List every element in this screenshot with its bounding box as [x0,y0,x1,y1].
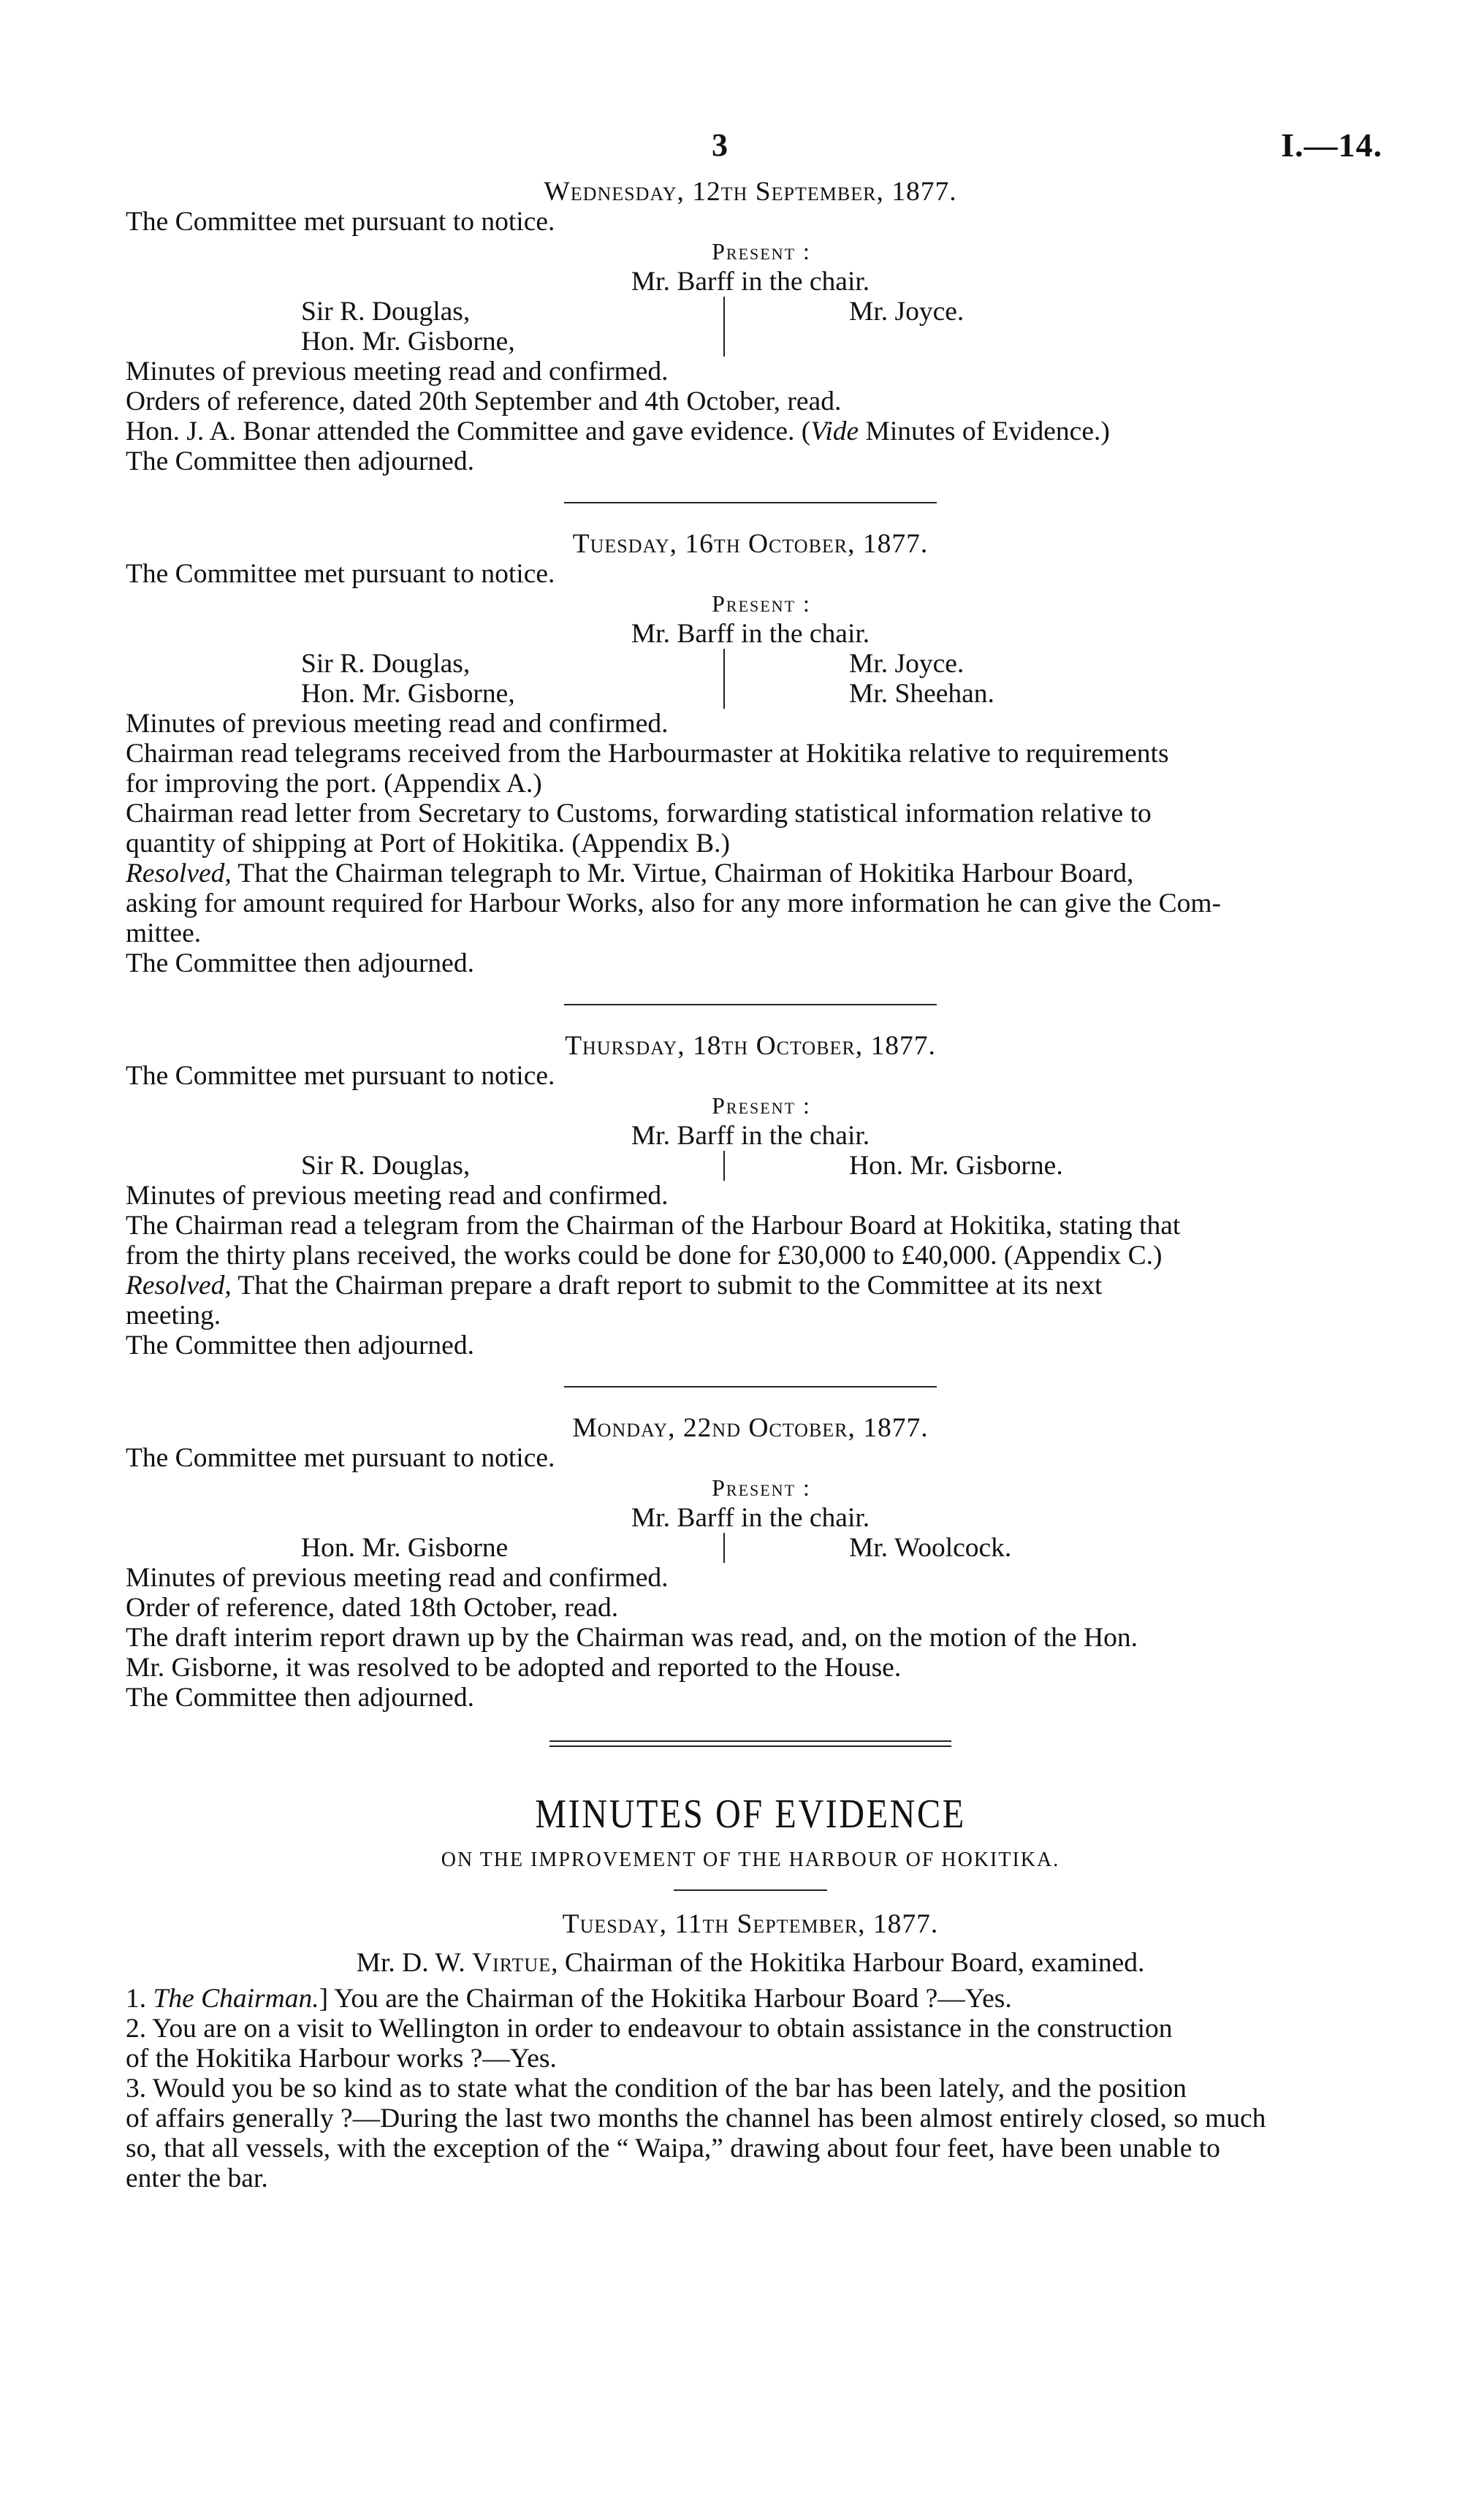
minutes-line: Minutes of previous meeting read and confirmed. [126,1563,669,1593]
resolution-line: asking for amount required for Harbour Works, also for any more information he can give the Com- [126,888,1221,918]
evidence-text: Hon. J. A. Bonar attended the Committee and gave evidence. ( [126,416,811,446]
meeting-date: Wednesday, 12th September, 1877. [544,177,957,207]
question-1 [126,1984,1375,2014]
meeting-opening: The Committee met pursuant to notice. [126,1443,555,1473]
member-name: Hon. Mr. Gisborne, [301,327,515,357]
resolution-line [126,1271,1375,1301]
paragraph-line: The Chairman read a telegram from the Chairman of the Harbour Board at Hokitika, stating that [126,1211,1181,1241]
meeting-opening: The Committee met pursuant to notice. [126,207,555,237]
title-divider [674,1889,827,1891]
witness-prefix: Mr. D. W. [356,1948,473,1978]
section-divider [564,1386,937,1387]
paragraph-line: Chairman read telegrams received from the Harbourmaster at Hokitika relative to requirements [126,739,1169,769]
meeting-date: Monday, 22nd October, 1877. [572,1413,929,1443]
meeting-opening: The Committee met pursuant to notice. [126,559,555,589]
evidence-date: Tuesday, 11th September, 1877. [562,1909,939,1939]
question-2-line: of the Hokitika Harbour works ?—Yes. [126,2044,557,2074]
section-divider [564,1004,937,1005]
question-2-line: 2. You are on a visit to Wellington in order to endeavour to obtain assistance in the construction [126,2014,1173,2044]
member-name: Mr. Sheehan. [849,679,994,709]
adjourned-line: The Committee then adjourned. [126,1683,474,1713]
meeting-entry [126,529,1375,978]
chair-line: Mr. Barff in the chair. [631,1503,870,1533]
adjourned-line: The Committee then adjourned. [126,446,474,476]
member-name: Hon. Mr. Gisborne. [849,1151,1063,1181]
evidence-text-end: Minutes of Evidence.) [859,416,1110,446]
adjourned-line: The Committee then adjourned. [126,948,474,978]
present-label: Present : [712,590,811,617]
resolution-line: meeting. [126,1301,221,1331]
paragraph-line: The draft interim report drawn up by the Chairman was read, and, on the motion of the Hon. [126,1623,1138,1653]
resolution-text: That the Chairman telegraph to Mr. Virtue, Chairman of Hokitika Harbour Board, [231,859,1134,888]
minutes-line: Minutes of previous meeting read and confirmed. [126,357,669,387]
question-3-line: of affairs generally ?—During the last two months the channel has been almost entirely closed, so much [126,2104,1266,2133]
question-text: ] You are the Chairman of the Hokitika Harbour Board ?—Yes. [319,1984,1012,2014]
meeting-date: Tuesday, 16th October, 1877. [572,529,929,559]
minutes-line: Orders of reference, dated 20th September and 4th October, read. [126,387,842,416]
members-list [301,297,1375,357]
evidence-title: MINUTES OF EVIDENCE [535,1792,966,1837]
paragraph-line: quantity of shipping at Port of Hokitika. (Appendix B.) [126,829,730,859]
present-label: Present : [712,1474,811,1501]
adjourned-line: The Committee then adjourned. [126,1331,474,1360]
question-3-line: enter the bar. [126,2163,268,2193]
question-number: 1. [126,1984,153,2014]
present-label: Present : [712,1092,811,1119]
member-name: Mr. Joyce. [849,297,965,327]
double-divider [549,1740,951,1747]
page-number: 3 [712,127,728,163]
meeting-entry [126,1413,1375,1713]
resolution-text: That the Chairman prepare a draft report to submit to the Committee at its next [231,1271,1103,1301]
speaker-name: The Chairman. [153,1984,319,2014]
member-name: Mr. Joyce. [849,649,965,679]
members-list [301,1151,1375,1181]
witness-line [126,1948,1375,1978]
evidence-line [126,416,1375,446]
meeting-opening: The Committee met pursuant to notice. [126,1061,555,1091]
member-name: Mr. Woolcock. [849,1533,1012,1563]
chair-line: Mr. Barff in the chair. [631,619,870,649]
member-name: Sir R. Douglas, [301,649,471,679]
paragraph-line: Chairman read letter from Secretary to Customs, forwarding statistical information relative to [126,799,1152,829]
minutes-line: Minutes of previous meeting read and confirmed. [126,709,669,739]
section-divider [564,502,937,503]
vide-word: Vide [810,416,859,446]
question-3-line: 3. Would you be so kind as to state what the condition of the bar has been lately, and the position [126,2074,1187,2104]
members-list [301,649,1375,709]
witness-role: , Chairman of the Hokitika Harbour Board, examined. [551,1948,1145,1978]
member-name: Sir R. Douglas, [301,1151,471,1181]
present-label: Present : [712,238,811,264]
witness-name: Virtue [472,1948,552,1978]
resolution-line: mittee. [126,918,202,948]
member-name: Sir R. Douglas, [301,297,471,327]
page-header [126,124,1382,175]
resolution-line [126,859,1375,888]
chair-line: Mr. Barff in the chair. [631,1121,870,1151]
paragraph-line: Mr. Gisborne, it was resolved to be adopted and reported to the House. [126,1653,902,1683]
paragraph-line: for improving the port. (Appendix A.) [126,769,542,799]
document-reference: I.—14. [1281,126,1382,164]
resolved-word: Resolved, [126,1271,232,1301]
meeting-date: Thursday, 18th October, 1877. [565,1031,936,1061]
resolved-word: Resolved, [126,859,232,888]
paragraph-line: from the thirty plans received, the works could be done for £30,000 to £40,000. (Appendix C.) [126,1241,1163,1271]
member-name: Hon. Mr. Gisborne [301,1533,509,1563]
meeting-entry [126,177,1375,476]
minutes-line: Minutes of previous meeting read and confirmed. [126,1181,669,1211]
minutes-line: Order of reference, dated 18th October, read. [126,1593,619,1623]
chair-line: Mr. Barff in the chair. [631,267,870,297]
member-name: Hon. Mr. Gisborne, [301,679,515,709]
members-list [301,1533,1375,1563]
evidence-subtitle: ON THE IMPROVEMENT OF THE HARBOUR OF HOKITIKA. [441,1849,1060,1871]
document-page [126,124,1382,2193]
question-3-line: so, that all vessels, with the exception of the “ Waipa,” drawing about four feet, have been unable to [126,2133,1220,2163]
meeting-entry [126,1031,1375,1360]
